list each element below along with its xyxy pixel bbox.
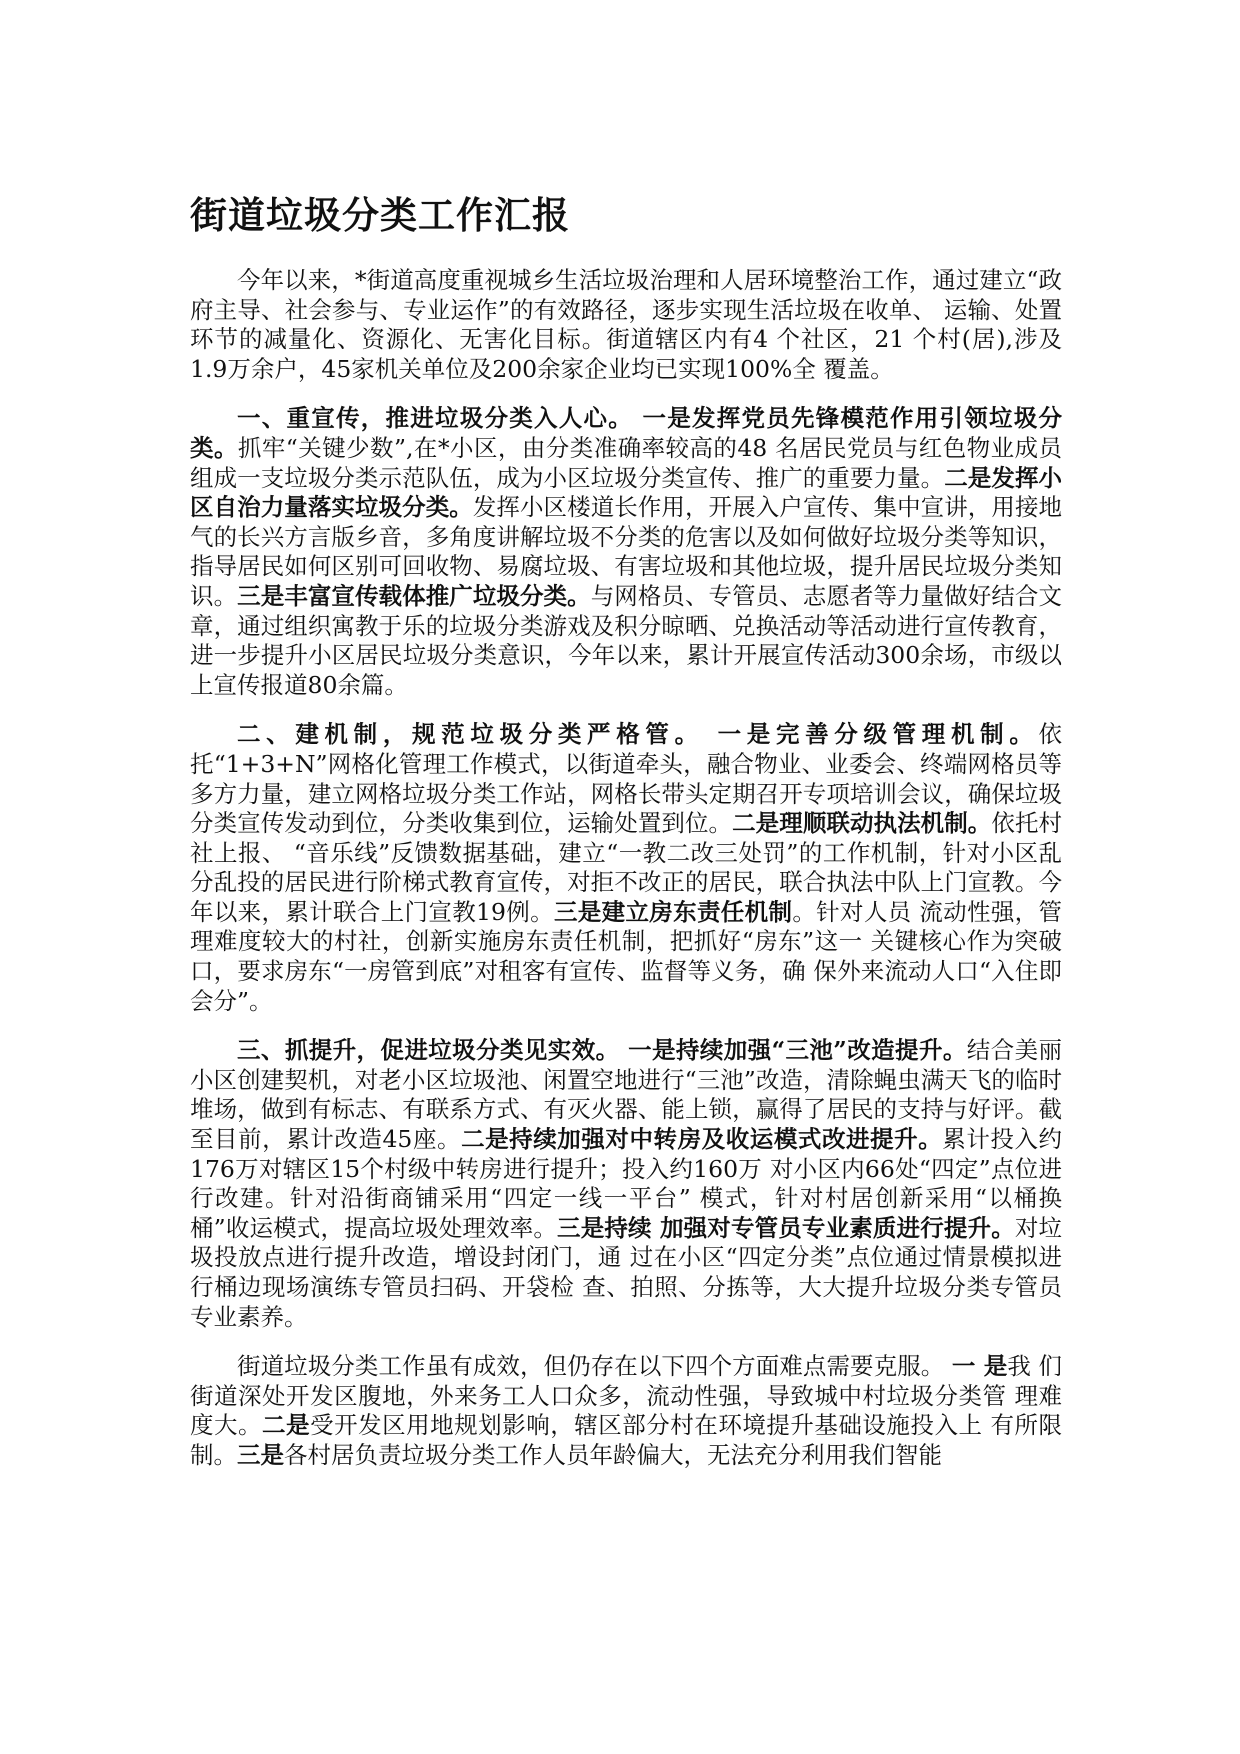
- bold-heading-text: 二是发挥小区自治力量落实垃圾分类。: [190, 463, 1063, 522]
- body-paragraph: [190, 404, 1062, 700]
- body-paragraph: [190, 720, 1062, 1016]
- paragraph-text: 抓牢“关键少数”,在*小区，由分类准确率较高的48 名居民党员与红色物业成员组成一支垃圾分类示范队伍，成为小区垃圾分类宣传、推广的重要力量。: [190, 433, 1063, 492]
- body-paragraph: [190, 266, 1062, 384]
- paragraph-text: 发挥小区楼道长作用，开展入户宣传、集中宣讲，用接地气的长兴方言版乡音，多角度讲解垃圾不分类的危害以及如何做好垃圾分类等知识，指导居民如何区别可回收物、易腐垃圾、有害垃圾和其他垃圾，提升居民垃圾分类知识。: [190, 493, 1063, 610]
- paragraph-text: 依托“1+3+N”网格化管理工作模式，以街道牵头，融合物业、业委会、终端网格员等多方力量，建立网格垃圾分类工作站，网格长带头定期召开专项培训会议，确保垃圾分类宣传发动到位，分类收集到位，运输处置到位。: [190, 720, 1062, 838]
- paragraph-text: 各村居负责垃圾分类工作人员年龄偏大，无法充分利用我们智能: [284, 1440, 942, 1469]
- paragraph-text: 我 们街道深处开发区腹地，外来务工人口众多，流动性强，导致城中村垃圾分类管 理难度大。: [190, 1352, 1062, 1440]
- paragraph-text: 结合美丽小区创建契机，对老小区垃圾池、闲置空地进行“三池”改造，清除蝇虫满天飞的临时堆场，做到有标志、有联系方式、有灭火器、能上锁，赢得了居民的支持与好评。截至目前，累计改造45座。: [190, 1036, 1063, 1154]
- paragraph-text: 依托村社上报、 “音乐线”反馈数据基础，建立“一教二改三处罚”的工作机制，针对小区乱分乱投的居民进行阶梯式教育宣传，对拒不改正的居民，联合执法中队上门宣教。今年以来，累计联合上门宣教19例。: [190, 809, 1063, 926]
- document-body: [190, 266, 1062, 1471]
- bold-heading-text: 二是: [262, 1411, 311, 1440]
- bold-heading-text: 三是持续 加强对专管员专业素质进行提升。: [557, 1213, 1015, 1242]
- bold-heading-text: 二是持续加强对中转房及收运模式改进提升。: [461, 1125, 943, 1154]
- paragraph-text: 今年以来，*街道高度重视城乡生活垃圾治理和人居环境整治工作，通过建立“政府主导、社会参与、专业运作”的有效路径，逐步实现生活垃圾在收单、 运输、处置环节的减量化、资源化、无害化目标。街道辖区内有4 个社区，21 个村(居),涉及1.9万余户，45家机关单位及200余家企业均已实现100%全 覆盖。: [190, 266, 1062, 383]
- document-title: 街道垃圾分类工作汇报: [190, 194, 570, 237]
- paragraph-text: 受开发区用地规划影响，辖区部分村在环境提升基础设施投入上 有所限制。: [190, 1411, 1062, 1469]
- body-paragraph: [190, 1036, 1062, 1332]
- document-page: [190, 190, 1062, 1491]
- bold-heading-text: 三、抓提升，促进垃圾分类见实效。 一是持续加强“三池”改造提升。: [237, 1036, 967, 1065]
- paragraph-text: 累计投入约176万对辖区15个村级中转房进行提升；投入约160万 对小区内66处“四定”点位进行改建。针对沿街商铺采用“四定一线一平台” 模式，针对村居创新采用“以桶换桶”收运模式，提高垃圾处理效率。: [190, 1125, 1063, 1242]
- paragraph-text: 。针对人员 流动性强，管理难度较大的村社，创新实施房东责任机制，把抓好“房东”这一 关键核心作为突破口，要求房东“一房管到底”对租客有宣传、监督等义务，确 保外来流动人口“入住即会分”。: [190, 897, 1062, 1015]
- paragraph-text: 与网格员、专管员、志愿者等力量做好结合文章，通过组织寓教于乐的垃圾分类游戏及积分晾晒、兑换活动等活动进行宣传教育，进一步提升小区居民垃圾分类意识，今年以来，累计开展宣传活动300余场，市级以上宣传报道80余篇。: [190, 581, 1063, 699]
- bold-heading-text: 一、重宣传，推进垃圾分类入人心。 一是发挥党员先锋模范作用引领垃圾分类。: [190, 404, 1062, 462]
- paragraph-text: 街道垃圾分类工作虽有成效，但仍存在以下四个方面难点需要克服。: [237, 1352, 952, 1381]
- paragraph-text: 对垃圾投放点进行提升改造，增设封闭门，通 过在小区“四定分类”点位通过情景模拟进行桶边现场演练专管员扫码、开袋检 查、拍照、分拣等，大大提升垃圾分类专管员专业素养。: [190, 1213, 1063, 1331]
- bold-heading-text: 三是丰富宣传载体推广垃圾分类。: [237, 581, 591, 610]
- bold-heading-text: 二是理顺联动执法机制。: [732, 809, 992, 838]
- bold-heading-text: 二、建机制，规范垃圾分类严格管。 一是完善分级管理机制。: [237, 720, 1039, 749]
- bold-heading-text: 三是: [237, 1440, 284, 1469]
- bold-heading-text: 三是建立房东责任机制: [553, 897, 793, 926]
- body-paragraph: [190, 1352, 1062, 1470]
- bold-heading-text: 一 是: [951, 1352, 1008, 1381]
